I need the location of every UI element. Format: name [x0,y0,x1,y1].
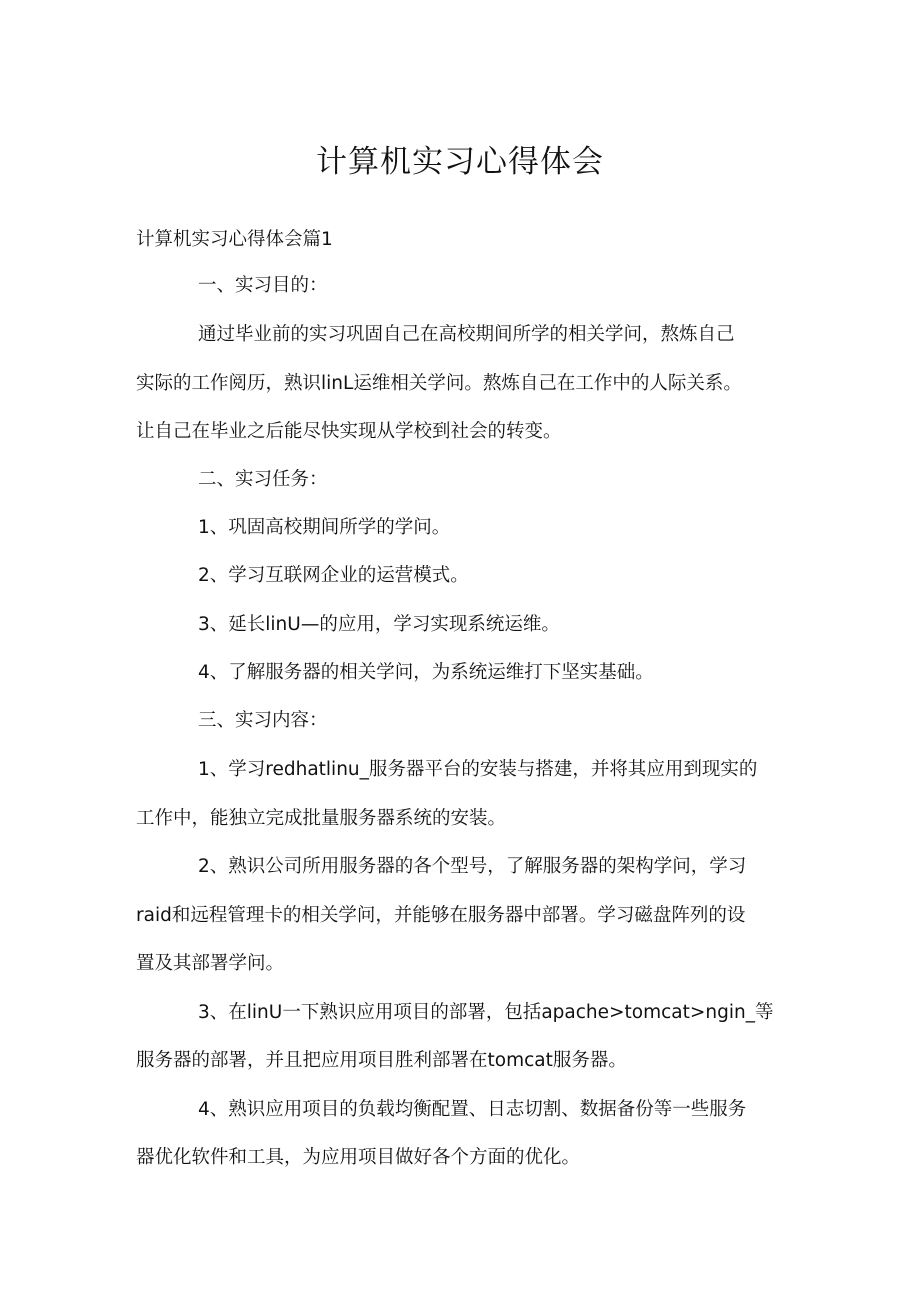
paragraph-line: 服务器的部署，并且把应用项目胜利部署在tomcat服务器。 [136,1050,627,1071]
heading-purpose: 一、实习目的： [198,275,328,296]
paragraph-line: 置及其部署学问。 [136,953,285,974]
list-item: 2、学习互联网企业的运营模式。 [198,565,469,586]
paragraph-line: 3、在linU一下熟识应用项目的部署，包括apache>tomcat>ngin_等 [198,1002,774,1023]
paragraph-line: 通过毕业前的实习巩固自己在高校期间所学的相关学问，熬炼自己 [198,324,735,345]
paragraph-line: 让自己在毕业之后能尽快实现从学校到社会的转变。 [136,421,562,442]
list-item: 3、延长linU—的应用，学习实现系统运维。 [198,614,560,635]
list-item: 4、了解服务器的相关学问，为系统运维打下坚实基础。 [198,662,654,683]
heading-content: 三、实习内容： [198,710,328,731]
paragraph-line: raid和远程管理卡的相关学问，并能够在服务器中部署。学习磁盘阵列的设 [136,905,746,926]
heading-tasks: 二、实习任务： [198,469,328,490]
paragraph-line: 实际的工作阅历，熟识linL运维相关学问。熬炼自己在工作中的人际关系。 [136,373,742,394]
paragraph-line: 2、熟识公司所用服务器的各个型号，了解服务器的架构学问，学习 [198,856,747,877]
paragraph-line: 工作中，能独立完成批量服务器系统的安装。 [136,808,507,829]
document-title: 计算机实习心得体会 [316,144,604,180]
list-item: 1、巩固高校期间所学的学问。 [198,517,451,538]
section-heading: 计算机实习心得体会篇1 [136,229,333,250]
paragraph-line: 4、熟识应用项目的负载均衡配置、日志切割、数据备份等一些服务 [198,1099,747,1120]
paragraph-line: 1、学习redhatlinu_服务器平台的安装与搭建，并将其应用到现实的 [198,759,758,780]
paragraph-line: 器优化软件和工具，为应用项目做好各个方面的优化。 [136,1147,581,1168]
